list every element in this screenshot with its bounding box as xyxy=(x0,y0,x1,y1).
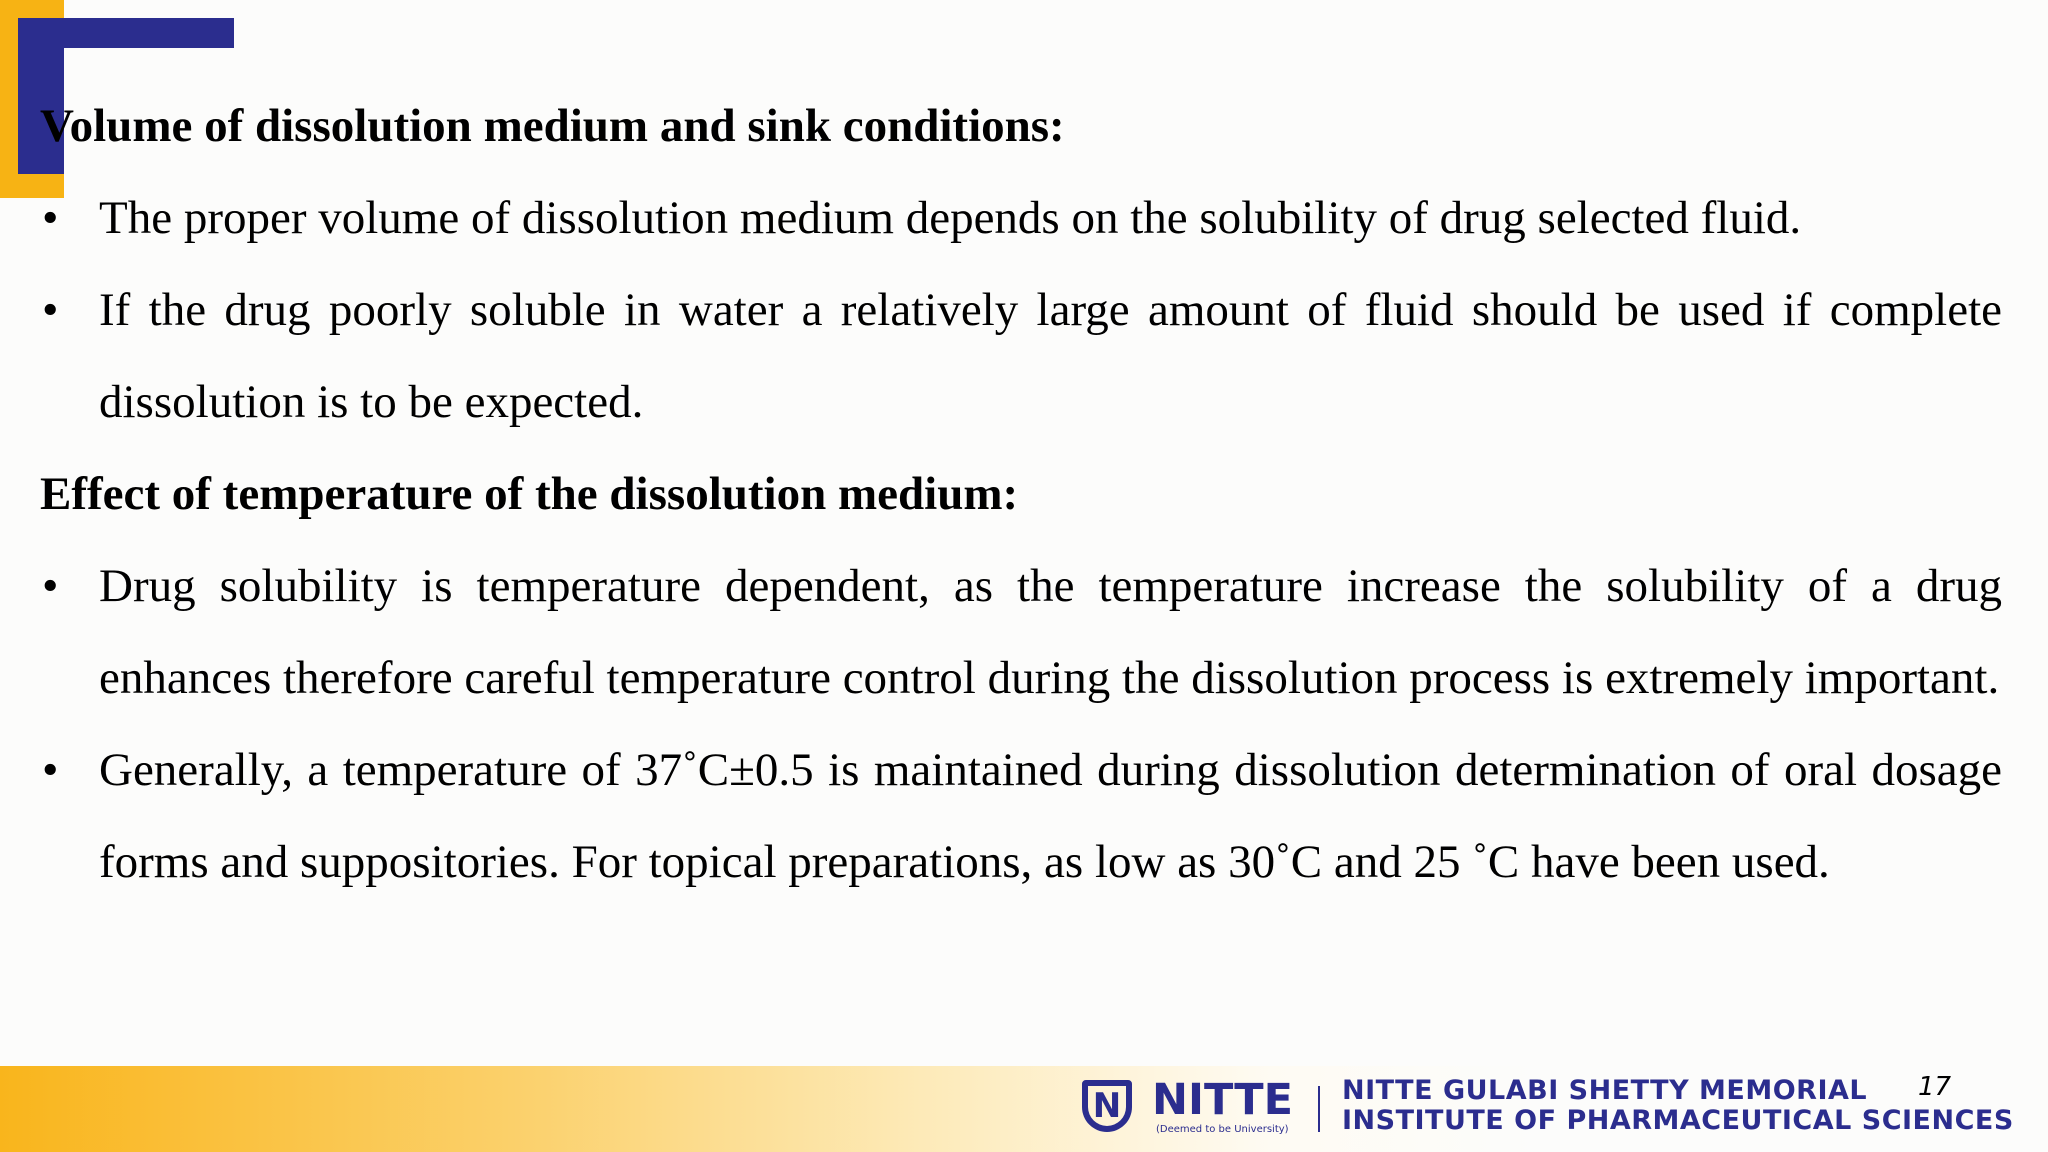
bullet-item xyxy=(40,724,2002,908)
footer-divider xyxy=(1318,1086,1320,1132)
footer xyxy=(0,1066,2048,1152)
bullet-text: Generally, a temperature of 37˚C±0.5 is maintained during dissolution determination of oral dosage forms and suppositories. For topical preparations, as low as 30˚C and 25 ˚C have been used. xyxy=(99,744,2002,888)
nitte-logo-text: NITTE xyxy=(1152,1075,1294,1125)
bullet-item xyxy=(40,540,2002,724)
bullet-symbol: • xyxy=(42,744,59,796)
bullet-symbol: • xyxy=(42,284,59,336)
nitte-shield-logo-icon: N xyxy=(1082,1080,1132,1132)
institution-name-line1: NITTE GULABI SHETTY MEMORIAL xyxy=(1342,1075,1868,1106)
bullet-text: The proper volume of dissolution medium depends on the solubility of drug selected fluid. xyxy=(99,192,1802,244)
section-heading-volume: Volume of dissolution medium and sink conditions: xyxy=(40,100,1065,152)
bullet-symbol: • xyxy=(42,560,59,612)
slide-page-number: 17 xyxy=(1918,1072,1952,1102)
section-heading-temperature: Effect of temperature of the dissolution medium: xyxy=(40,468,1019,520)
nitte-logo-subtext: (Deemed to be University) xyxy=(1156,1124,1289,1135)
slide-content xyxy=(40,80,2002,908)
bullet-text: Drug solubility is temperature dependent, as the temperature increase the solubility of a drug enhances therefore careful temperature control during the dissolution process is extremely important. xyxy=(99,560,2002,704)
bullet-item xyxy=(40,172,2002,264)
bullet-text: If the drug poorly soluble in water a relatively large amount of fluid should be used if complete dissolution is to be expected. xyxy=(99,284,2002,428)
bullet-item xyxy=(40,264,2002,448)
bullet-symbol: • xyxy=(42,192,59,244)
institution-name-line2: INSTITUTE OF PHARMACEUTICAL SCIENCES xyxy=(1342,1105,2014,1136)
